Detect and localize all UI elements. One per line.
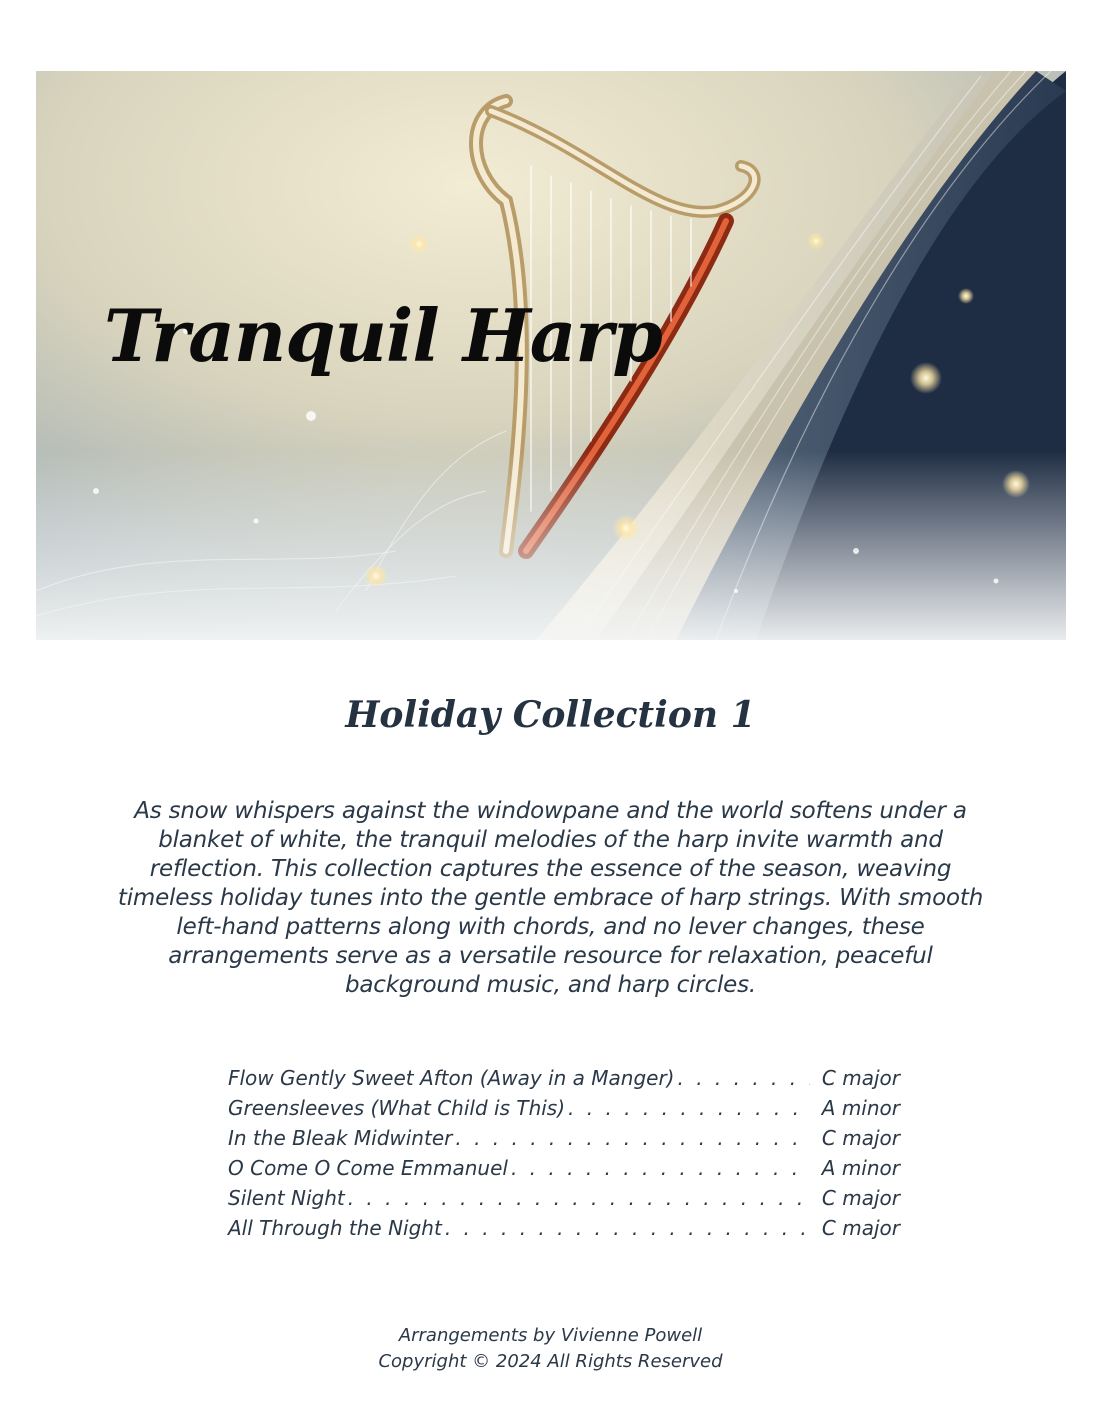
- arranger-credit: Arrangements by Vivienne Powell: [398, 1325, 703, 1346]
- list-item: [228, 1156, 900, 1186]
- list-item: [228, 1126, 900, 1156]
- copyright-notice: Copyright © 2024 All Rights Reserved: [378, 1351, 723, 1372]
- list-item: [228, 1186, 900, 1216]
- list-item: [228, 1216, 900, 1246]
- song-title: O Come O Come Emmanuel: [228, 1156, 508, 1180]
- song-key: C major: [821, 1066, 900, 1090]
- dot-leader: [677, 1066, 810, 1090]
- song-key: A minor: [821, 1096, 900, 1120]
- dot-leader: [348, 1186, 810, 1210]
- collection-description: As snow whispers against the windowpane and the world softens under a blanket of white, the tranquil melodies of the harp invite warmth and reflection. This collection captures the essence of the season, weaving timeless holiday tunes into the gentle embrace of harp strings. With smooth left-hand patterns along with chords, and no lever changes, these arrangements serve as a versatile resource for relaxation, peaceful background music, and harp circles.: [117, 798, 984, 998]
- song-key: C major: [821, 1216, 900, 1240]
- footer: [0, 1323, 1101, 1375]
- song-key: C major: [821, 1126, 900, 1150]
- song-title: Greensleeves (What Child is This): [228, 1096, 566, 1120]
- collection-subtitle: Holiday Collection 1: [345, 694, 756, 736]
- table-of-contents: [228, 1066, 900, 1246]
- song-title: In the Bleak Midwinter: [228, 1126, 453, 1150]
- dot-leader: [455, 1126, 810, 1150]
- song-title: Flow Gently Sweet Afton (Away in a Manger): [228, 1066, 675, 1090]
- song-title: All Through the Night: [228, 1216, 442, 1240]
- list-item: [228, 1066, 900, 1096]
- song-key: C major: [821, 1186, 900, 1210]
- dot-leader: [445, 1216, 810, 1240]
- dot-leader: [568, 1096, 810, 1120]
- song-title: Silent Night: [228, 1186, 345, 1210]
- cover-title: Tranquil Harp: [104, 293, 662, 378]
- dot-leader: [511, 1156, 810, 1180]
- song-key: A minor: [821, 1156, 900, 1180]
- list-item: [228, 1096, 900, 1126]
